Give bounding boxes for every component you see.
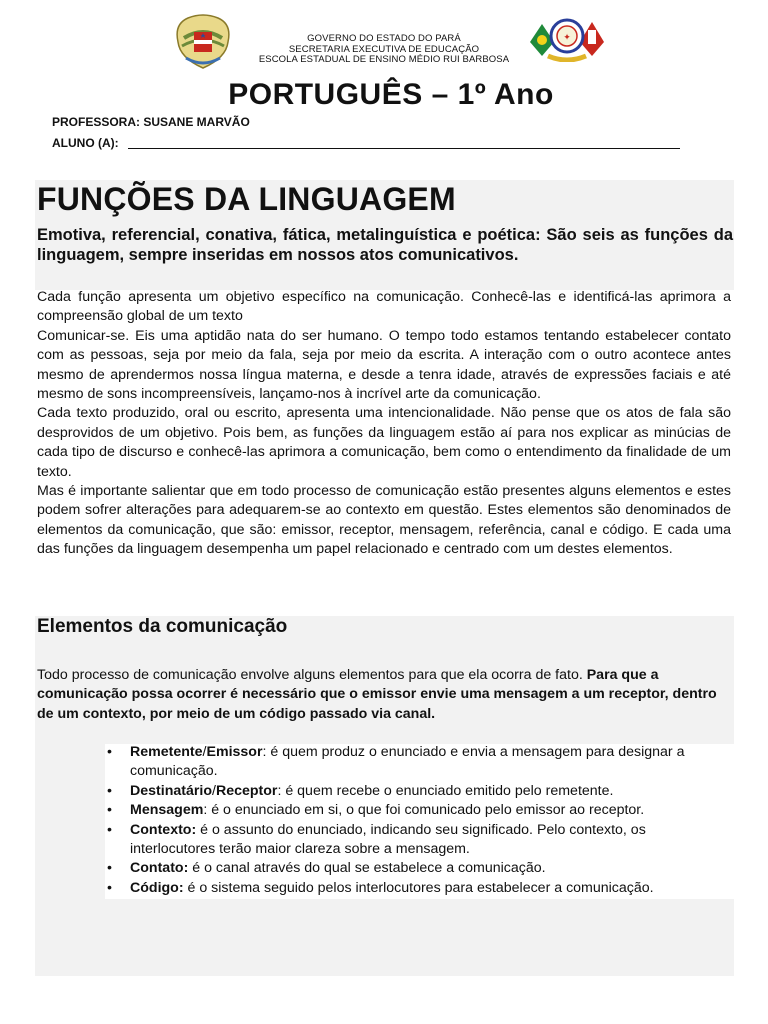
- term-alt: Emissor: [206, 744, 263, 760]
- term: Código:: [130, 879, 184, 896]
- term: Contato:: [130, 860, 189, 877]
- bullet-icon: •: [107, 860, 112, 877]
- paragraph: Cada função apresenta um objetivo específico na comunicação. Conhecê-las e identificá-las aprimora a compreensão global de um texto: [37, 289, 731, 325]
- student-name-line: [128, 148, 680, 149]
- gov-line-state: GOVERNO DO ESTADO DO PARÁ: [307, 33, 461, 44]
- list-item: [107, 821, 727, 860]
- bottom-panel: [35, 899, 734, 976]
- gov-line-secretariat: SECRETARIA EXECUTIVA DE EDUCAÇÃO: [288, 43, 480, 55]
- paragraph: Comunicar-se. Eis uma aptidão nata do ser humano. O tempo todo estamos tentando estabelecer contato com as pessoas, seja por meio da fala, seja por meio da escrita. A interação com o outro acontece antes mesmo de aprendermos nossa língua materna, e desde a tenra idade, através de expressões faciais e até mesmo de sons incompreensíveis, lançamo-nos à incrível arte da comunicação.: [37, 327, 731, 403]
- subject-title: PORTUGUÊS – 1º Ano: [228, 78, 554, 111]
- term: Contexto:: [130, 821, 197, 838]
- section-intro: [37, 666, 731, 724]
- school-emblem-icon: [528, 12, 606, 62]
- paragraph: Cada texto produzido, oral ou escrito, apresenta uma intencionalidade. Não pense que os atos de fala são desprovidos de um objetivo. Pois bem, as funções da linguagem estão aí para nos explicar as minúcias de cada tipo de discurso e conhecê-las aprimora a comunicação, bem como o entendimento da finalidade de um texto.: [37, 405, 731, 480]
- teacher-name: PROFESSORA: SUSANE MARVÃO: [52, 115, 250, 129]
- term: Remetente: [130, 744, 203, 760]
- section-intro-emphasis: Para que a comunicação possa ocorrer é necessário que o emissor envie uma mensagem a um receptor, dentro de um contexto, por meio de um código passado via canal.: [37, 667, 717, 722]
- document-header: [0, 0, 768, 110]
- bullet-icon: •: [107, 879, 112, 896]
- list-item: [107, 782, 727, 801]
- bullet-icon: •: [107, 744, 112, 760]
- term-separator: /: [212, 782, 216, 799]
- government-heading: [240, 34, 528, 66]
- state-crest-icon: [172, 12, 234, 70]
- term: Mensagem: [130, 802, 204, 819]
- section-intro-text: Todo processo de comunicação envolve alguns elementos para que ela ocorra de fato.: [37, 667, 587, 683]
- paragraph: Mas é importante salientar que em todo processo de comunicação estão presentes alguns elementos e estes podem sofrer alterações para adequarem-se ao contexto em questão. Estes elementos são denominados de elementos da comunicação, que são: emissor, receptor, mensagem, referência, canal e código. E cada uma das funções da linguagem desempenha um papel relacionado e centrado com um destes elementos.: [37, 483, 731, 558]
- intro-paragraph: Emotiva, referencial, conativa, fática, metalinguística e poética: São seis as funções da linguagem, sempre inseridas em nossos atos comunicativos.: [37, 226, 733, 264]
- term-alt: Receptor: [215, 782, 278, 799]
- list-item: [107, 743, 727, 782]
- main-title: FUNÇÕES DA LINGUAGEM: [37, 181, 456, 217]
- gov-line-school: ESCOLA ESTADUAL DE ENSINO MÉDIO RUI BARBOSA: [258, 54, 510, 65]
- list-panel-left: [35, 744, 105, 899]
- section-title: Elementos da comunicação: [37, 616, 288, 637]
- definition: : é quem recebe o enunciado emitido pelo remetente.: [277, 782, 614, 799]
- bullet-icon: •: [107, 782, 112, 799]
- term-separator: /: [202, 744, 207, 760]
- body-text: [37, 288, 731, 560]
- student-label: ALUNO (A):: [52, 136, 119, 150]
- elements-list: [107, 743, 727, 898]
- list-item: [107, 859, 727, 878]
- definition: é o canal através do qual se estabelece a comunicação.: [188, 860, 546, 877]
- definition: : é quem produz o enunciado e envia a mensagem para designar a comunicação.: [130, 744, 685, 780]
- definition: : é o enunciado em si, o que foi comunicado pelo emissor ao receptor.: [203, 802, 645, 819]
- definition: é o assunto do enunciado, indicando seu significado. Pelo contexto, os interlocutores terão maior clareza sobre a mensagem.: [130, 821, 646, 858]
- definition: é o sistema seguido pelos interlocutores para estabelecer a comunicação.: [183, 879, 654, 896]
- bullet-icon: •: [107, 821, 112, 838]
- svg-text:✦: ✦: [563, 33, 571, 43]
- bullet-icon: •: [107, 802, 112, 819]
- term: Destinatário: [130, 782, 212, 799]
- list-item: [107, 801, 727, 820]
- list-item: [107, 879, 727, 898]
